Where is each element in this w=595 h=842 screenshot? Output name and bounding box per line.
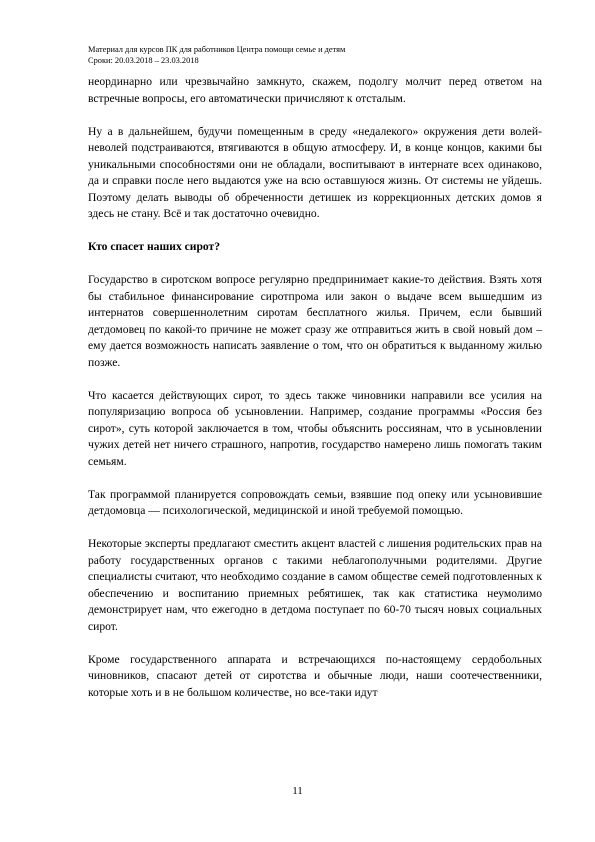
paragraph: Ну а в дальнейшем, будучи помещенным в среду «недалекого» окружения дети волей-неволей подстраиваются, втягиваются в общую атмосферу. И, в конце концов, какими бы уникальными способностями они не обладали, воспитывают в интернате всех одинаково, да и справки после него выдаются уже на всю оставшуюся жизнь. От системы не уйдешь. Поэтому делать выводы об обреченности детишек из коррекционных детских домов я здесь не стану. Всё и так достаточно очевидно. xyxy=(88,124,542,220)
header-dates-line: Сроки: 20.03.2018 – 23.03.2018 xyxy=(88,56,199,65)
paragraph: Так программой планируется сопровождать семьи, взявшие под опеку или усыновившие детдомовца — психологической, медицинской и иной требуемой помощью. xyxy=(88,487,542,517)
section-heading: Кто спасет наших сирот? xyxy=(88,240,221,253)
page-header xyxy=(88,44,548,66)
paragraph: неординарно или чрезвычайно замкнуто, скажем, подолгу молчит перед ответом на встречные вопросы, его автоматически причисляют к отсталым. xyxy=(88,75,542,105)
document-body xyxy=(88,74,542,718)
paragraph: Кроме государственного аппарата и встречающихся по-настоящему сердобольных чиновников, спасают детей от сиротства и обычные люди, наши соотечественники, которые хоть и в не большом количестве, но все-таки идут xyxy=(88,652,542,699)
paragraph: Что касается действующих сирот, то здесь также чиновники направили все усилия на популяризацию вопроса об усыновлении. Например, создание программы «Россия без сирот», суть которой заключается в том, чтобы объяснить россиянам, что в усыновлении чужих детей нет ничего страшного, напротив, государство намерено лишь помогать таким семьям. xyxy=(88,388,542,468)
paragraph: Некоторые эксперты предлагают сместить акцент властей с лишения родительских прав на работу государственных органов с такими неблагополучными родителями. Другие специалисты считают, что необходимо создание в самом обществе семей подготовленных к обеспечению и воспитанию приемных ребятишек, так как статистика неумолимо демонстрирует нам, что ежегодно в детдома поступает по 60-70 тысяч новых социальных сирот. xyxy=(88,537,542,633)
paragraph: Государство в сиротском вопросе регулярно предпринимает какие-то действия. Взять хотя бы стабильное финансирование сиротпрома или закон о выдаче всем вышедшим из интернатов совершеннолетним сиротам бесплатного жилья. Причем, если бывший детдомовец по какой-то причине не может сразу же отправиться жить в свой новый дом – ему дается возможность написать заявление о том, что он обратиться к выданному жилью позже. xyxy=(88,273,542,369)
page-number: 11 xyxy=(292,785,303,797)
header-course-line: Материал для курсов ПК для работников Центра помощи семье и детям xyxy=(88,45,346,54)
